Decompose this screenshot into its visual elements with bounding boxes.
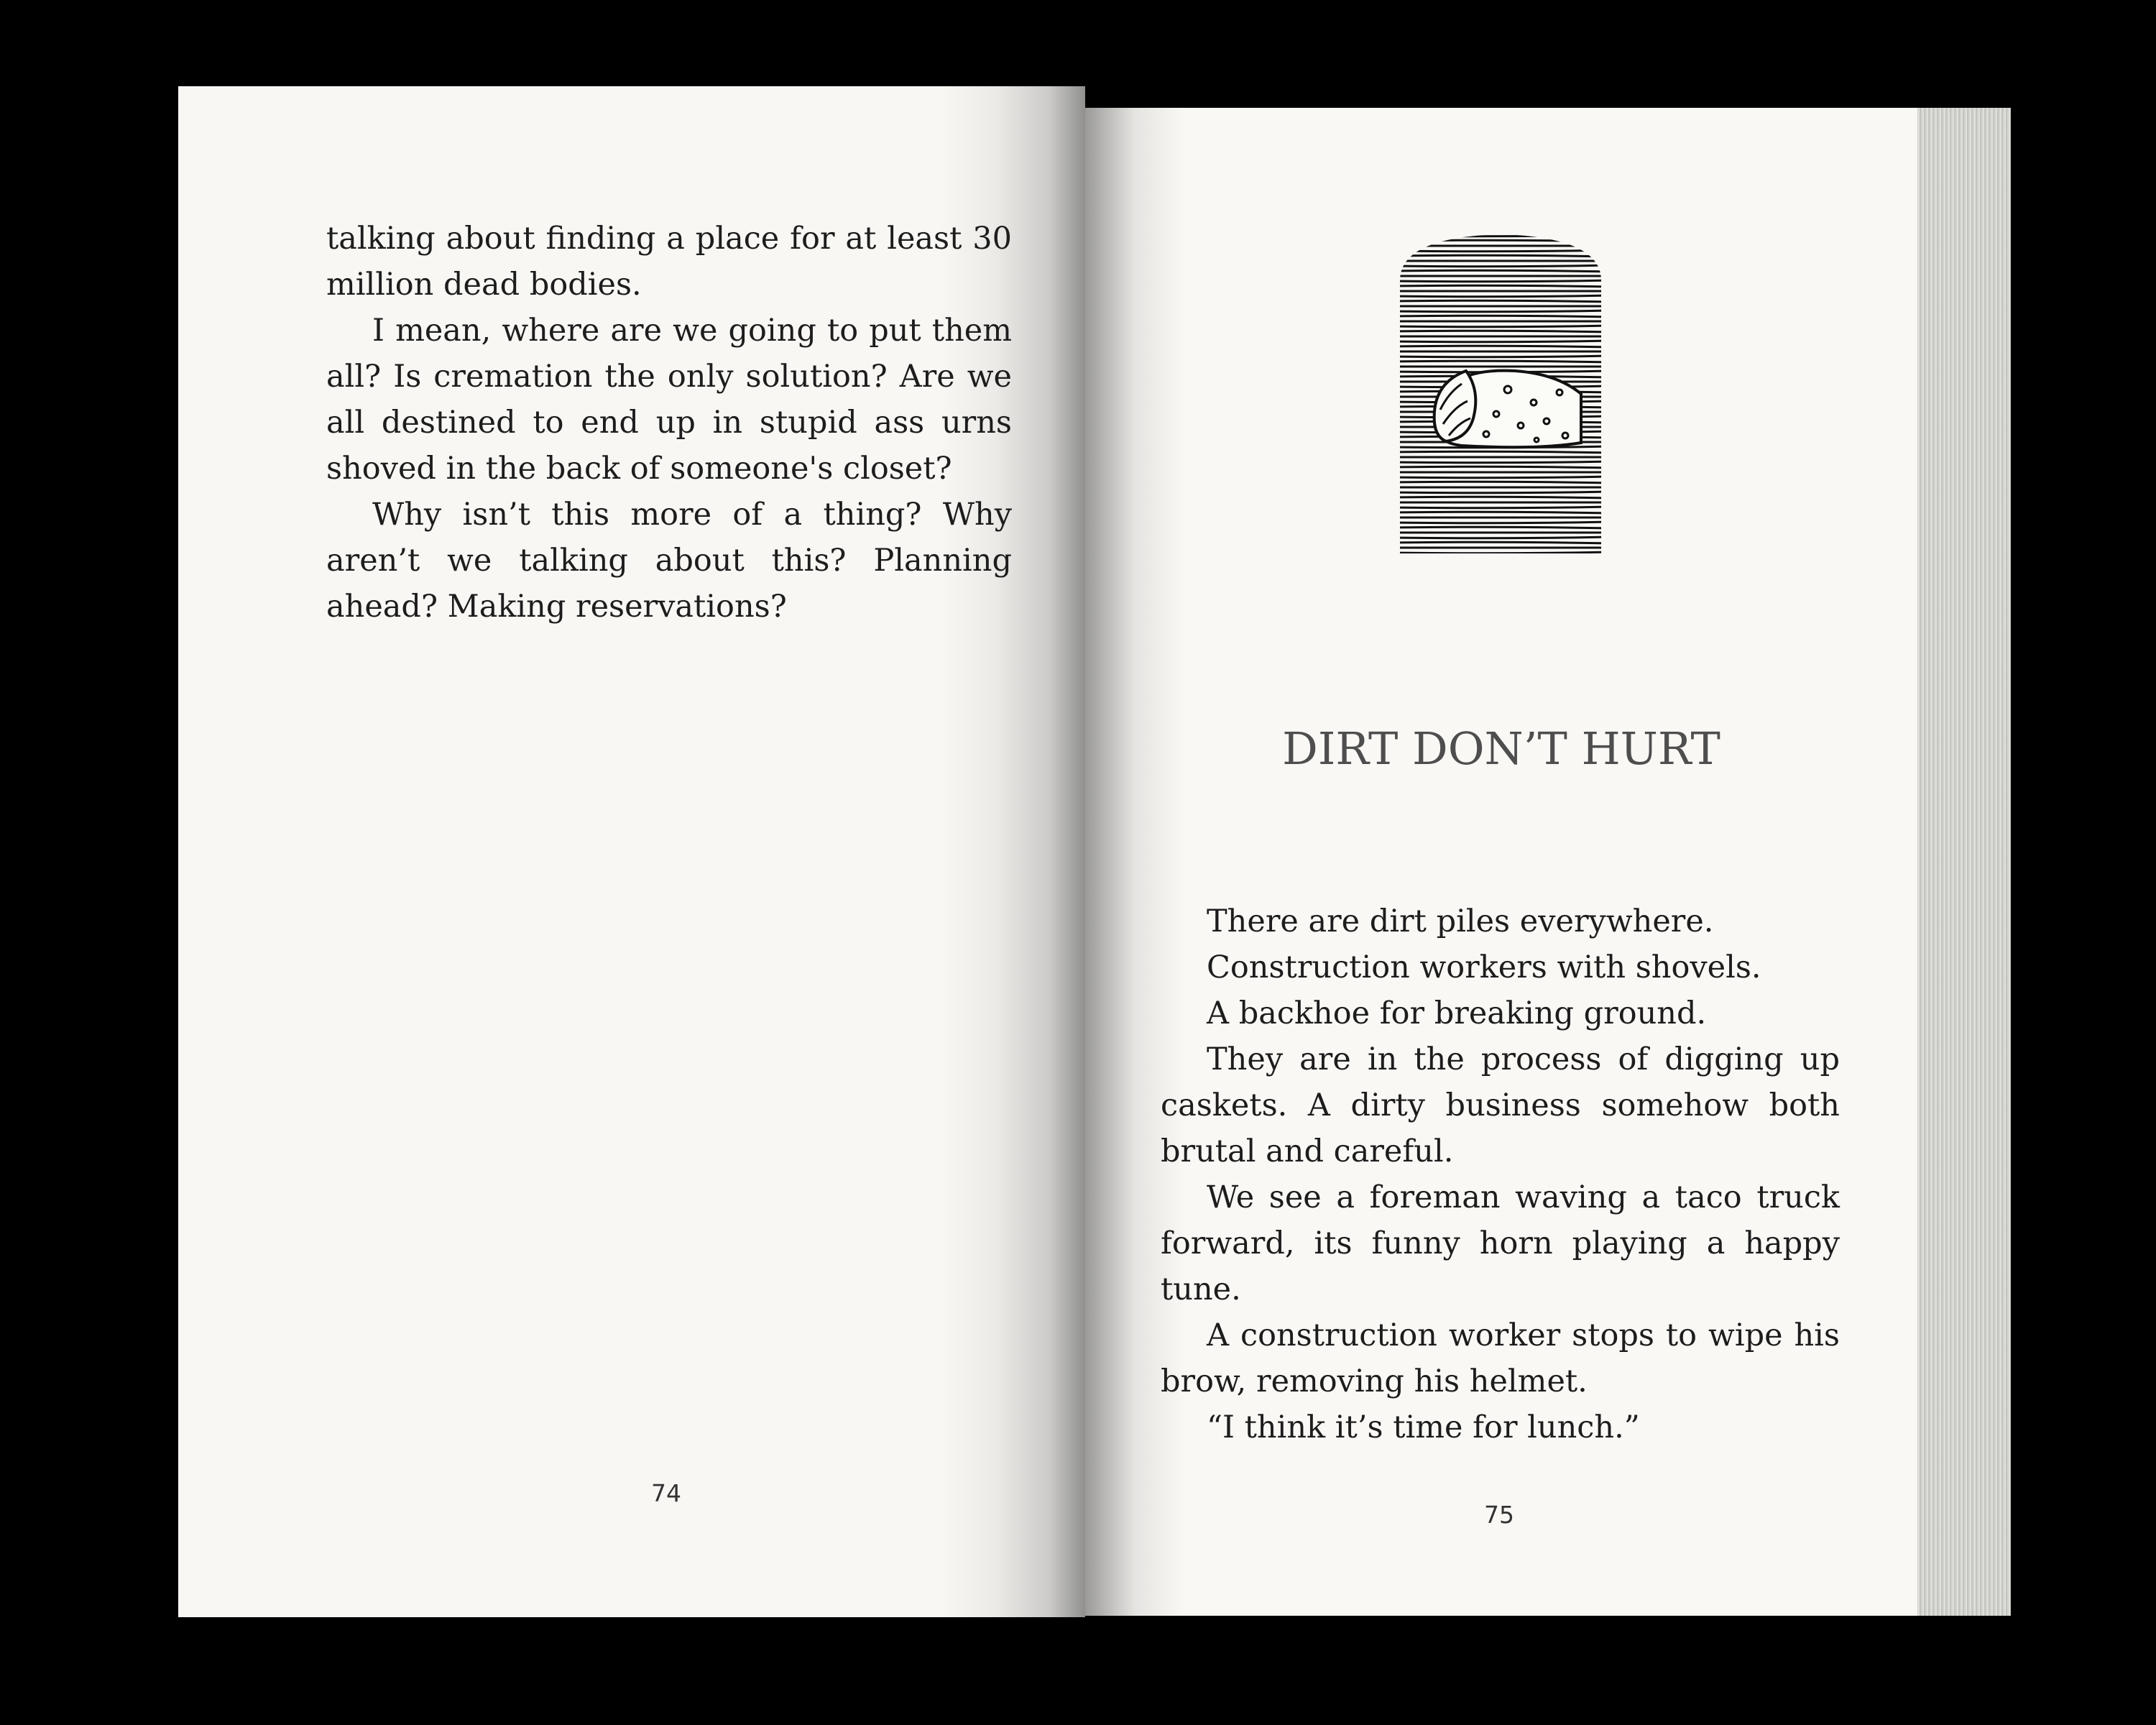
page-edges <box>1917 108 2011 1616</box>
paragraph: There are dirt piles everywhere. <box>1207 903 1714 939</box>
page-number: 74 <box>651 1479 681 1507</box>
page-number: 75 <box>1484 1501 1514 1529</box>
right-page <box>1085 108 1917 1616</box>
paragraph: They are in the process of digging up caskets. A dirty business somehow both brutal and careful. <box>1161 1041 1840 1169</box>
taco-in-tombstone-icon <box>1393 230 1608 553</box>
left-page-body <box>326 216 1012 630</box>
paragraph: Construction workers with shovels. <box>1207 949 1761 985</box>
paragraph: talking about finding a place for at least 30 million dead bodies. <box>326 221 1012 303</box>
paragraph: We see a foreman waving a taco truck forward, its funny horn playing a happy tune. <box>1161 1179 1840 1307</box>
paragraph: A backhoe for breaking ground. <box>1207 995 1707 1031</box>
paragraph: A construction worker stops to wipe his brow, removing his helmet. <box>1161 1317 1840 1399</box>
left-page <box>178 86 1085 1617</box>
paragraph: I mean, where are we going to put them all? Is cremation the only solution? Are we all destined to end up in stupid ass urns shoved in the back of someone's closet? <box>326 313 1012 487</box>
paragraph: Why isn’t this more of a thing? Why aren’t we talking about this? Planning ahead? Making reservations? <box>326 497 1012 625</box>
right-page-body <box>1161 898 1840 1450</box>
chapter-title: DIRT DON’T HURT <box>1282 722 1720 775</box>
paragraph: “I think it’s time for lunch.” <box>1207 1409 1640 1445</box>
